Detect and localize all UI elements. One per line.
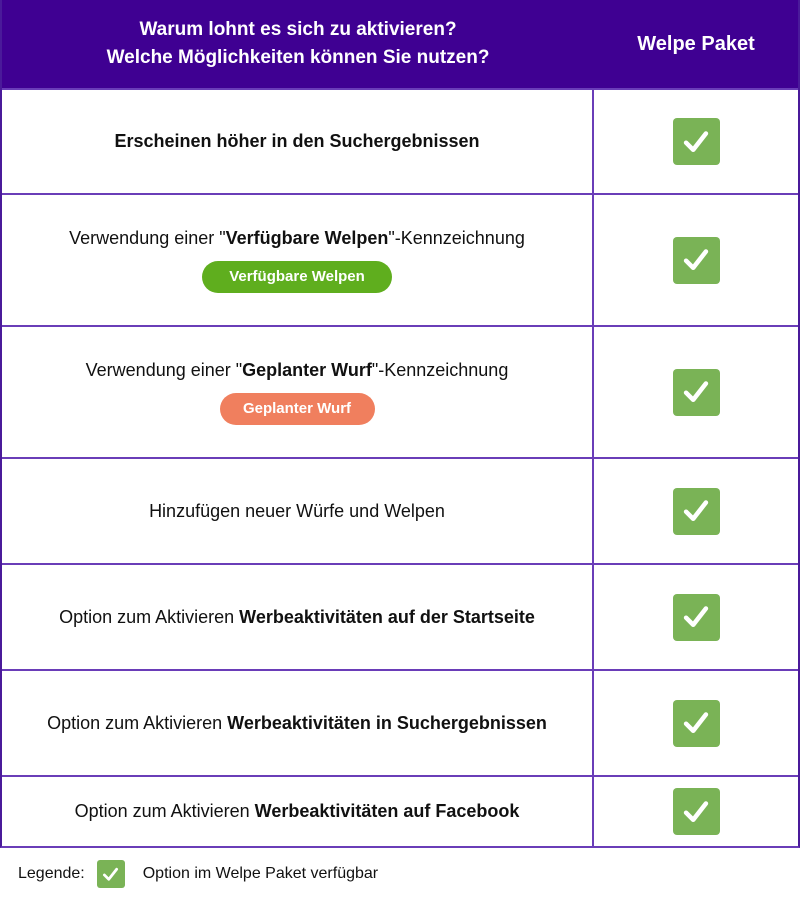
feature-text: Erscheinen höher in den Suchergebnissen xyxy=(114,131,480,151)
feature-cell xyxy=(2,195,594,325)
availability-cell xyxy=(594,195,798,325)
legend xyxy=(18,860,378,888)
header-package: Welpe Paket xyxy=(637,32,755,55)
feature-text: Hinzufügen neuer Würfe und Welpen xyxy=(149,500,445,521)
feature-cell xyxy=(2,327,594,457)
table-header xyxy=(2,0,798,88)
feature-text: Option zum Aktivieren Werbeaktivitäten auf Facebook xyxy=(74,801,520,821)
availability-cell xyxy=(594,90,798,193)
feature-cell xyxy=(2,671,594,775)
checkmark-icon xyxy=(673,594,720,641)
feature-text: Option zum Aktivieren Werbeaktivitäten auf der Startseite xyxy=(59,606,535,627)
feature-cell xyxy=(2,459,594,563)
table-row xyxy=(2,457,798,563)
header-question-line2: Welche Möglichkeiten können Sie nutzen? xyxy=(106,47,490,68)
table-row xyxy=(2,193,798,325)
feature-cell xyxy=(2,777,594,846)
availability-cell xyxy=(594,459,798,563)
legend-text: Option im Welpe Paket verfügbar xyxy=(142,865,379,882)
table-row xyxy=(2,325,798,457)
checkmark-icon xyxy=(673,788,720,835)
table-row xyxy=(2,669,798,775)
feature-text: Verwendung einer "Verfügbare Welpen"-Kennzeichnung xyxy=(69,227,525,248)
availability-cell xyxy=(594,777,798,846)
header-question-line1: Warum lohnt es sich zu aktivieren? xyxy=(139,19,457,40)
planned-litter-badge: Geplanter Wurf xyxy=(220,393,375,425)
feature-cell xyxy=(2,565,594,669)
checkmark-icon xyxy=(673,237,720,284)
table-row xyxy=(2,775,798,846)
table-row xyxy=(2,563,798,669)
checkmark-icon xyxy=(673,118,720,165)
available-puppies-badge: Verfügbare Welpen xyxy=(202,261,392,293)
checkmark-icon xyxy=(673,369,720,416)
checkmark-icon xyxy=(673,700,720,747)
checkmark-icon xyxy=(673,488,720,535)
table-row xyxy=(2,88,798,193)
legend-label: Legende: xyxy=(18,865,85,882)
checkmark-icon xyxy=(97,860,125,888)
header-question xyxy=(2,0,594,88)
feature-text: Option zum Aktivieren Werbeaktivitäten in Suchergebnissen xyxy=(47,712,547,733)
availability-cell xyxy=(594,671,798,775)
availability-cell xyxy=(594,327,798,457)
availability-cell xyxy=(594,565,798,669)
feature-text: Verwendung einer "Geplanter Wurf"-Kennzeichnung xyxy=(85,359,509,380)
feature-cell xyxy=(2,90,594,193)
